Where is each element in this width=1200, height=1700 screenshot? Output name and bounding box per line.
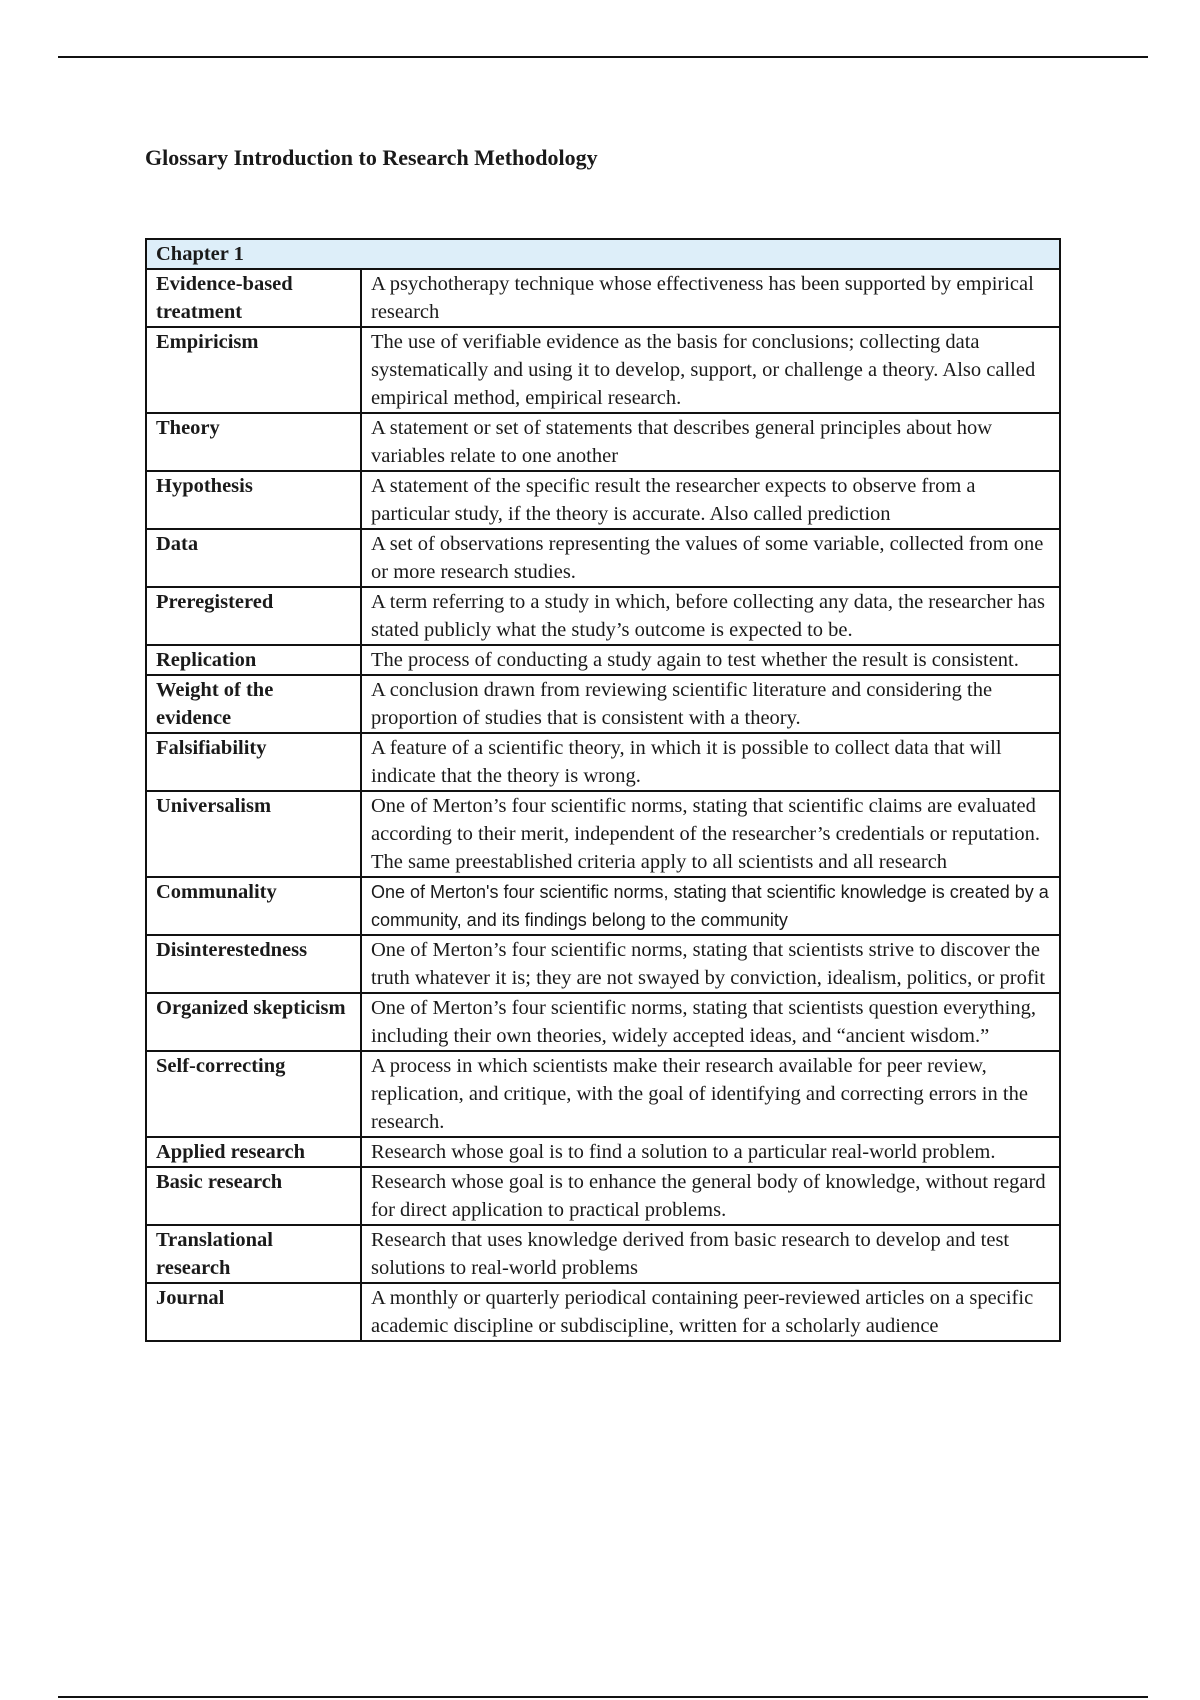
glossary-definition: One of Merton's four scientific norms, stating that scientific knowledge is created by a community, and its findings belong to the community bbox=[361, 877, 1060, 935]
table-row bbox=[146, 1167, 1060, 1225]
glossary-definition: A set of observations representing the values of some variable, collected from one or more research studies. bbox=[361, 529, 1060, 587]
glossary-definition: Research whose goal is to find a solution to a particular real-world problem. bbox=[361, 1137, 1060, 1167]
header-rule bbox=[58, 56, 1148, 58]
chapter-header-row bbox=[146, 239, 1060, 269]
table-row bbox=[146, 675, 1060, 733]
glossary-definition: Research that uses knowledge derived from basic research to develop and test solutions to real-world problems bbox=[361, 1225, 1060, 1283]
glossary-definition: Research whose goal is to enhance the general body of knowledge, without regard for direct application to practical problems. bbox=[361, 1167, 1060, 1225]
glossary-term: Communality bbox=[146, 877, 361, 935]
glossary-definition: One of Merton’s four scientific norms, stating that scientists strive to discover the truth whatever it is; they are not swayed by conviction, idealism, politics, or profit bbox=[361, 935, 1060, 993]
glossary-term: Universalism bbox=[146, 791, 361, 877]
glossary-definition: A statement of the specific result the researcher expects to observe from a particular study, if the theory is accurate. Also called prediction bbox=[361, 471, 1060, 529]
table-row bbox=[146, 327, 1060, 413]
glossary-term: Translational research bbox=[146, 1225, 361, 1283]
table-row bbox=[146, 1137, 1060, 1167]
glossary-term: Evidence-based treatment bbox=[146, 269, 361, 327]
glossary-definition: The process of conducting a study again to test whether the result is consistent. bbox=[361, 645, 1060, 675]
document-title: Glossary Introduction to Research Methodology bbox=[145, 145, 598, 170]
glossary-definition: One of Merton’s four scientific norms, stating that scientists question everything, including their own theories, widely accepted ideas, and “ancient wisdom.” bbox=[361, 993, 1060, 1051]
glossary-term: Hypothesis bbox=[146, 471, 361, 529]
table-row bbox=[146, 529, 1060, 587]
table-row bbox=[146, 471, 1060, 529]
glossary-table bbox=[145, 238, 1061, 1342]
glossary-term: Self-correcting bbox=[146, 1051, 361, 1137]
table-row bbox=[146, 645, 1060, 675]
table-row bbox=[146, 1225, 1060, 1283]
table-row bbox=[146, 587, 1060, 645]
footer-rule bbox=[58, 1696, 1148, 1698]
glossary-definition: A process in which scientists make their research available for peer review, replication, and critique, with the goal of identifying and correcting errors in the research. bbox=[361, 1051, 1060, 1137]
glossary-term: Weight of the evidence bbox=[146, 675, 361, 733]
glossary-term: Falsifiability bbox=[146, 733, 361, 791]
glossary-term: Applied research bbox=[146, 1137, 361, 1167]
table-row bbox=[146, 877, 1060, 935]
glossary-definition: One of Merton’s four scientific norms, stating that scientific claims are evaluated according to their merit, independent of the researcher’s credentials or reputation. The same preestablished criteria apply to all scientists and all research bbox=[361, 791, 1060, 877]
glossary-term: Disinterestedness bbox=[146, 935, 361, 993]
chapter-label: Chapter 1 bbox=[146, 239, 1060, 269]
glossary-term: Basic research bbox=[146, 1167, 361, 1225]
glossary-definition: A term referring to a study in which, before collecting any data, the researcher has stated publicly what the study’s outcome is expected to be. bbox=[361, 587, 1060, 645]
glossary-definition: A psychotherapy technique whose effectiveness has been supported by empirical research bbox=[361, 269, 1060, 327]
glossary-term: Journal bbox=[146, 1283, 361, 1341]
table-row bbox=[146, 733, 1060, 791]
glossary-definition: The use of verifiable evidence as the basis for conclusions; collecting data systematically and using it to develop, support, or challenge a theory. Also called empirical method, empirical research. bbox=[361, 327, 1060, 413]
table-row bbox=[146, 993, 1060, 1051]
glossary-definition: A feature of a scientific theory, in which it is possible to collect data that will indicate that the theory is wrong. bbox=[361, 733, 1060, 791]
glossary-definition: A monthly or quarterly periodical containing peer-reviewed articles on a specific academic discipline or subdiscipline, written for a scholarly audience bbox=[361, 1283, 1060, 1341]
glossary-term: Theory bbox=[146, 413, 361, 471]
table-row bbox=[146, 269, 1060, 327]
glossary-definition: A conclusion drawn from reviewing scientific literature and considering the proportion of studies that is consistent with a theory. bbox=[361, 675, 1060, 733]
table-row bbox=[146, 413, 1060, 471]
glossary-term: Empiricism bbox=[146, 327, 361, 413]
table-row bbox=[146, 935, 1060, 993]
table-row bbox=[146, 791, 1060, 877]
glossary-term: Replication bbox=[146, 645, 361, 675]
table-row bbox=[146, 1283, 1060, 1341]
glossary-term: Organized skepticism bbox=[146, 993, 361, 1051]
table-row bbox=[146, 1051, 1060, 1137]
glossary-term: Preregistered bbox=[146, 587, 361, 645]
glossary-term: Data bbox=[146, 529, 361, 587]
glossary-definition: A statement or set of statements that describes general principles about how variables relate to one another bbox=[361, 413, 1060, 471]
